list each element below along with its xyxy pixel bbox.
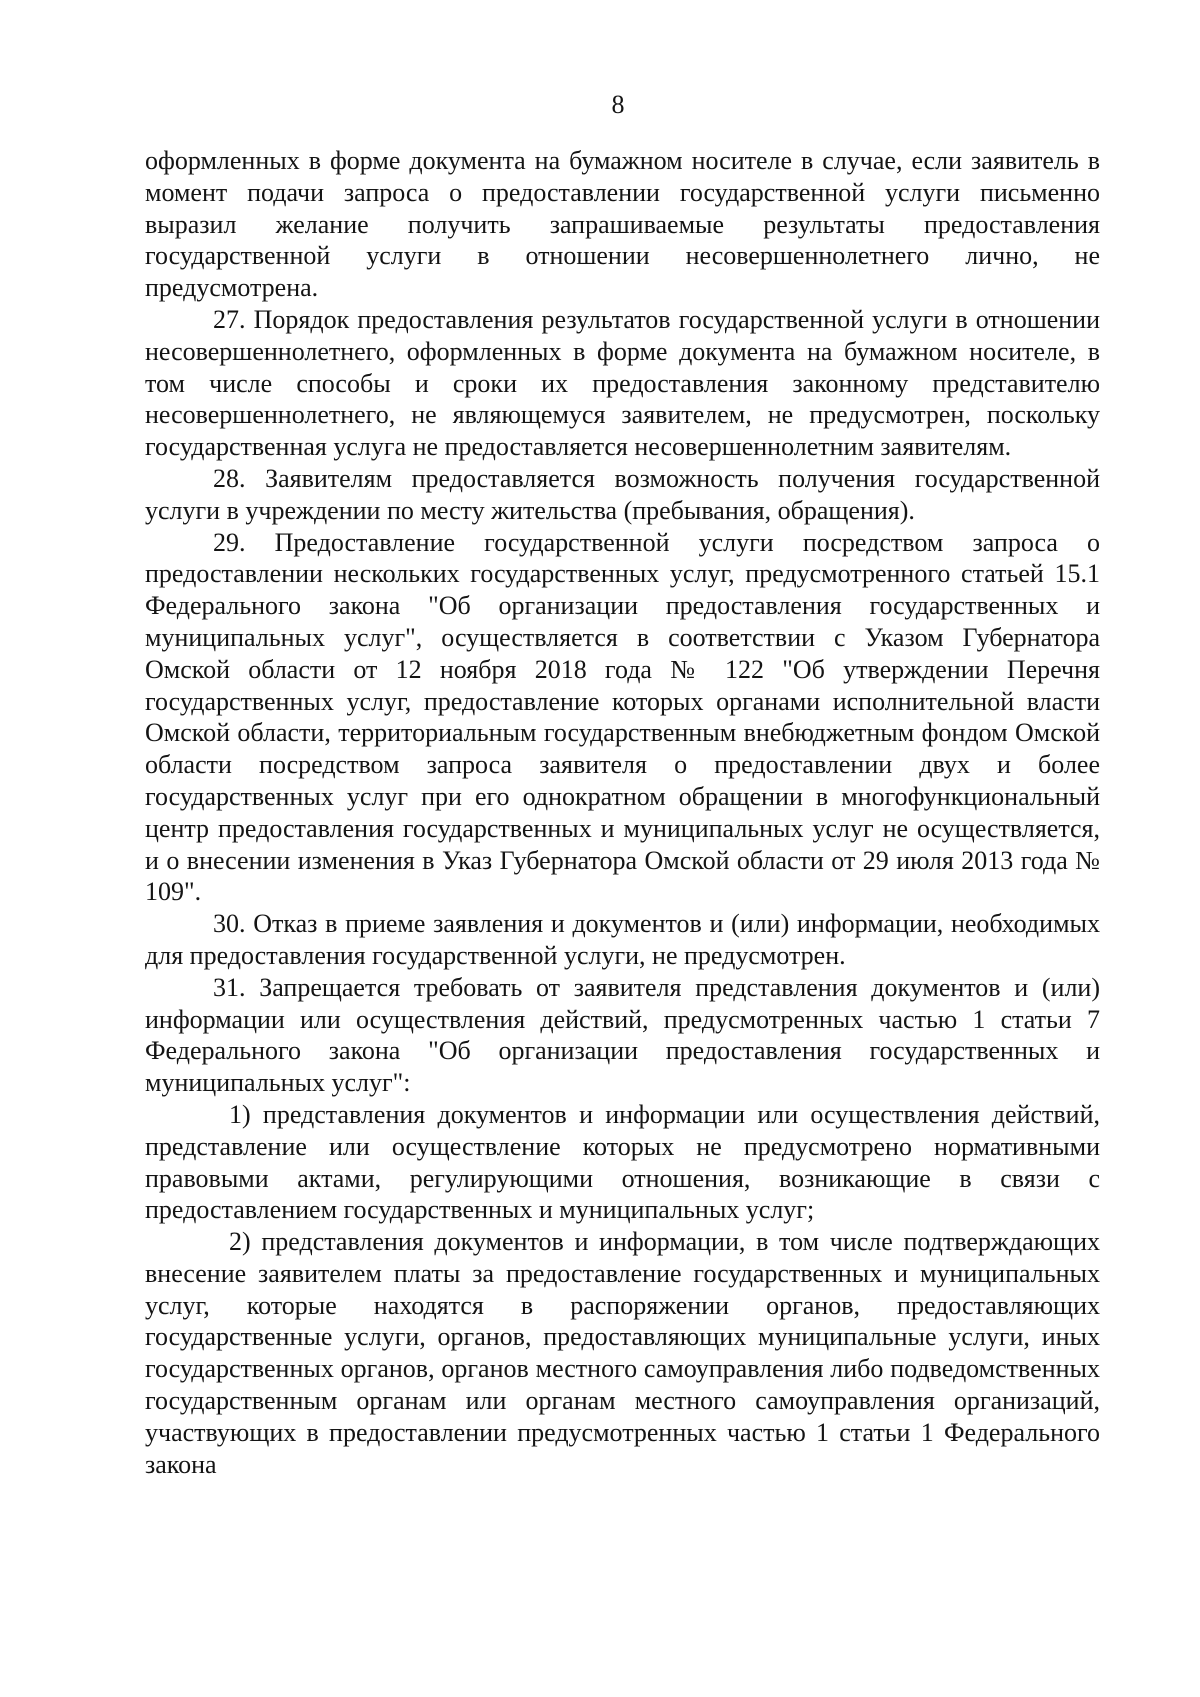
- page-number: 8: [611, 90, 625, 119]
- paragraph-continuation: оформленных в форме документа на бумажном носителе в случае, если заявитель в момент подачи запроса о предоставлении государственной услуги письменно выразил желание получить запрашиваемые результаты предоставления государственной услуги в отношении несовершеннолетнего лично, не предусмотрена.: [145, 146, 1100, 303]
- paragraph-item-30: 30. Отказ в приеме заявления и документов и (или) информации, необходимых для предоставления государственной услуги, не предусмотрен.: [145, 909, 1100, 970]
- paragraph-item-27: 27. Порядок предоставления результатов государственной услуги в отношении несовершеннолетнего, оформленных в форме документа на бумажном носителе, в том числе способы и сроки их предоставления законному представителю несовершеннолетнего, не являющемуся заявителем, не предусмотрен, поскольку государственная услуга не предоставляется несовершеннолетним заявителям.: [145, 304, 1100, 462]
- paragraph-item-31-1: 1) представления документов и информации или осуществления действий, представление или осуществление которых не предусмотрено нормативными правовыми актами, регулирующими отношения, возникающие в связи с предоставлением государственных и муниципальных услуг;: [145, 1099, 1100, 1225]
- paragraph-item-29: 29. Предоставление государственной услуги посредством запроса о предоставлении нескольких государственных услуг, предусмотренного статьей 15.1 Федерального закона "Об организации предоставления государственных и муниципальных услуг", осуществляется в соответствии с Указом Губернатора Омской области от 12 ноября 2018 года № 122 "Об утверждении Перечня государственных услуг, предоставление которых органами исполнительной власти Омской области, территориальным государственным внебюджетным фондом Омской области посредством запроса заявителя о предоставлении двух и более государственных услуг при его однократном обращении в многофункциональный центр предоставления государственных и муниципальных услуг не осуществляется, и о внесении изменения в Указ Губернатора Омской области от 29 июля 2013 года № 109".: [145, 527, 1100, 907]
- paragraph-item-31: 31. Запрещается требовать от заявителя представления документов и (или) информации или осуществления действий, предусмотренных частью 1 статьи 7 Федерального закона "Об организации предоставления государственных и муниципальных услуг":: [145, 972, 1100, 1098]
- paragraph-item-31-2: 2) представления документов и информации, в том числе подтверждающих внесение заявителем платы за предоставление государственных и муниципальных услуг, которые находятся в распоряжении органов, предоставляющих государственные услуги, органов, предоставляющих муниципальные услуги, иных государственных органов, органов местного самоуправления либо подведомственных государственным органам или органам местного самоуправления организаций, участвующих в предоставлении предусмотренных частью 1 статьи 1 Федерального закона: [145, 1227, 1100, 1479]
- paragraph-item-28: 28. Заявителям предоставляется возможность получения государственной услуги в учреждении по месту жительства (пребывания, обращения).: [145, 463, 1100, 525]
- document-body: [145, 145, 1100, 1480]
